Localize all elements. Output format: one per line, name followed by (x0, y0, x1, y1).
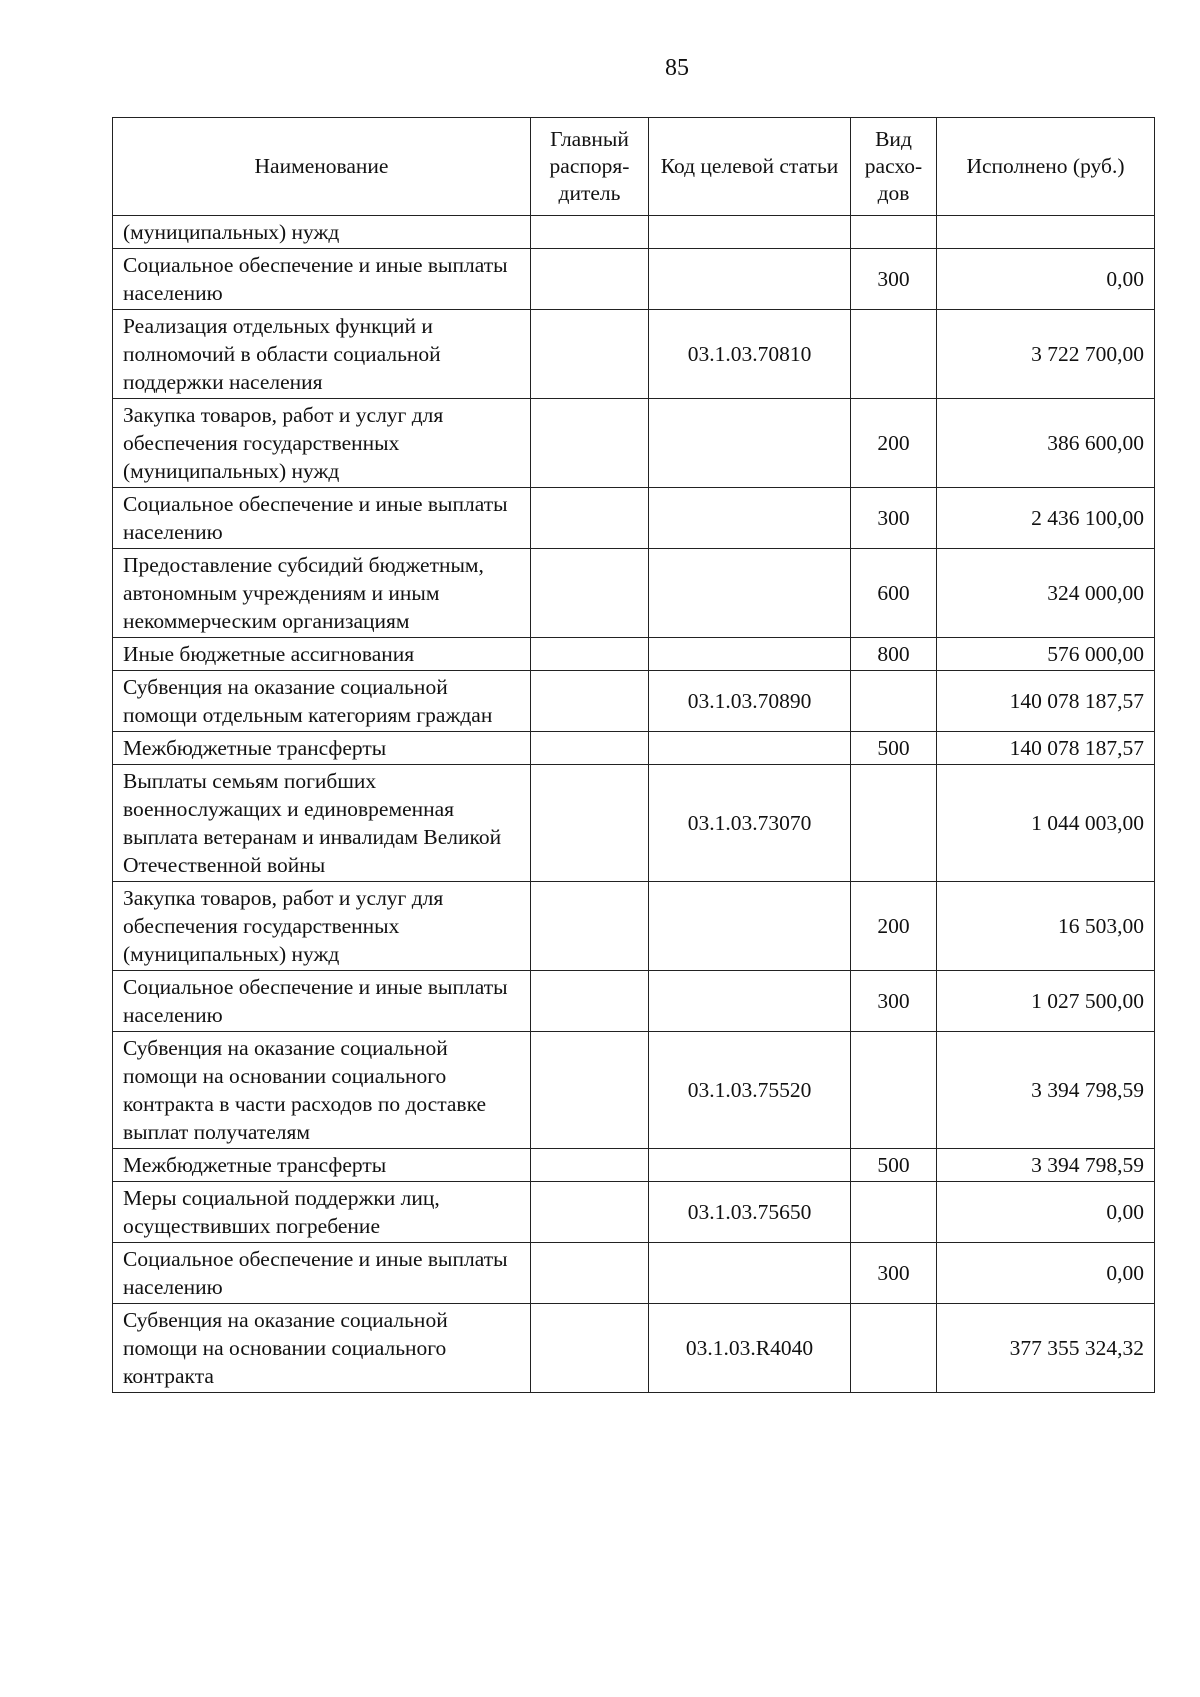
table-header-row (113, 118, 1155, 216)
row-sum-cell: 2 436 100,00 (937, 488, 1155, 549)
header-ispolneno: Исполнено (руб.) (937, 118, 1155, 216)
row-code-cell (649, 399, 851, 488)
row-vid-cell (851, 1304, 937, 1393)
row-sum-cell: 3 722 700,00 (937, 310, 1155, 399)
row-name-cell: Закупка товаров, работ и услуг для обеспечения государственных (муниципальных) нужд (113, 399, 531, 488)
table-row (113, 732, 1155, 765)
table-row (113, 882, 1155, 971)
header-vid: Вид расхо-дов (851, 118, 937, 216)
row-sum-cell: 0,00 (937, 1182, 1155, 1243)
row-vid-cell: 300 (851, 249, 937, 310)
row-sum-cell: 386 600,00 (937, 399, 1155, 488)
row-code-cell (649, 1243, 851, 1304)
row-code-cell (649, 216, 851, 249)
row-code-cell (649, 882, 851, 971)
row-glavny-cell (531, 216, 649, 249)
row-code-cell: 03.1.03.73070 (649, 765, 851, 882)
table-row (113, 671, 1155, 732)
row-glavny-cell (531, 1032, 649, 1149)
row-sum-cell: 377 355 324,32 (937, 1304, 1155, 1393)
row-glavny-cell (531, 488, 649, 549)
row-sum-cell: 140 078 187,57 (937, 671, 1155, 732)
row-name-cell: Субвенция на оказание социальной помощи на основании социального контракта (113, 1304, 531, 1393)
row-glavny-cell (531, 1304, 649, 1393)
table-row (113, 1149, 1155, 1182)
row-glavny-cell (531, 638, 649, 671)
budget-table (112, 117, 1155, 1393)
row-glavny-cell (531, 399, 649, 488)
row-name-cell: (муниципальных) нужд (113, 216, 531, 249)
row-vid-cell: 600 (851, 549, 937, 638)
row-vid-cell (851, 310, 937, 399)
row-glavny-cell (531, 1243, 649, 1304)
row-code-cell: 03.1.03.R4040 (649, 1304, 851, 1393)
header-name: Наименование (113, 118, 531, 216)
row-glavny-cell (531, 1149, 649, 1182)
row-code-cell: 03.1.03.70890 (649, 671, 851, 732)
row-sum-cell: 0,00 (937, 1243, 1155, 1304)
table-row (113, 1304, 1155, 1393)
row-code-cell (649, 549, 851, 638)
row-name-cell: Закупка товаров, работ и услуг для обеспечения государственных (муниципальных) нужд (113, 882, 531, 971)
table-row (113, 765, 1155, 882)
row-name-cell: Социальное обеспечение и иные выплаты населению (113, 249, 531, 310)
row-sum-cell: 16 503,00 (937, 882, 1155, 971)
row-sum-cell (937, 216, 1155, 249)
row-code-cell: 03.1.03.70810 (649, 310, 851, 399)
row-vid-cell (851, 671, 937, 732)
row-name-cell: Межбюджетные трансферты (113, 732, 531, 765)
row-vid-cell (851, 765, 937, 882)
row-vid-cell: 800 (851, 638, 937, 671)
row-vid-cell: 500 (851, 732, 937, 765)
row-vid-cell: 300 (851, 971, 937, 1032)
row-sum-cell: 3 394 798,59 (937, 1032, 1155, 1149)
row-glavny-cell (531, 671, 649, 732)
row-glavny-cell (531, 732, 649, 765)
page-number: 85 (665, 55, 689, 81)
row-vid-cell (851, 1182, 937, 1243)
row-sum-cell: 0,00 (937, 249, 1155, 310)
row-code-cell (649, 249, 851, 310)
row-name-cell: Межбюджетные трансферты (113, 1149, 531, 1182)
row-name-cell: Социальное обеспечение и иные выплаты населению (113, 971, 531, 1032)
row-name-cell: Социальное обеспечение и иные выплаты населению (113, 488, 531, 549)
row-glavny-cell (531, 549, 649, 638)
row-vid-cell: 500 (851, 1149, 937, 1182)
row-sum-cell: 576 000,00 (937, 638, 1155, 671)
table-row (113, 310, 1155, 399)
row-code-cell: 03.1.03.75520 (649, 1032, 851, 1149)
row-code-cell (649, 971, 851, 1032)
row-sum-cell: 140 078 187,57 (937, 732, 1155, 765)
row-glavny-cell (531, 249, 649, 310)
row-glavny-cell (531, 882, 649, 971)
row-glavny-cell (531, 310, 649, 399)
row-glavny-cell (531, 1182, 649, 1243)
table-row (113, 638, 1155, 671)
row-vid-cell: 200 (851, 399, 937, 488)
row-name-cell: Предоставление субсидий бюджетным, автономным учреждениям и иным некоммерческим организациям (113, 549, 531, 638)
row-vid-cell (851, 1032, 937, 1149)
table-row (113, 971, 1155, 1032)
row-code-cell (649, 638, 851, 671)
table-row (113, 1243, 1155, 1304)
table-row (113, 549, 1155, 638)
header-kod: Код целевой статьи (649, 118, 851, 216)
row-vid-cell (851, 216, 937, 249)
row-name-cell: Субвенция на оказание социальной помощи отдельным категориям граждан (113, 671, 531, 732)
row-sum-cell: 1 027 500,00 (937, 971, 1155, 1032)
row-vid-cell: 300 (851, 488, 937, 549)
row-name-cell: Субвенция на оказание социальной помощи на основании социального контракта в части расходов по доставке выплат получателям (113, 1032, 531, 1149)
row-name-cell: Социальное обеспечение и иные выплаты населению (113, 1243, 531, 1304)
table-row (113, 488, 1155, 549)
table-row (113, 1182, 1155, 1243)
row-sum-cell: 1 044 003,00 (937, 765, 1155, 882)
row-code-cell (649, 488, 851, 549)
row-sum-cell: 3 394 798,59 (937, 1149, 1155, 1182)
row-name-cell: Выплаты семьям погибших военнослужащих и единовременная выплата ветеранам и инвалидам Великой Отечественной войны (113, 765, 531, 882)
table-row (113, 399, 1155, 488)
row-code-cell (649, 1149, 851, 1182)
row-code-cell (649, 732, 851, 765)
row-glavny-cell (531, 971, 649, 1032)
row-vid-cell: 200 (851, 882, 937, 971)
table-row (113, 249, 1155, 310)
header-glavny: Главный распоря-дитель (531, 118, 649, 216)
row-glavny-cell (531, 765, 649, 882)
row-vid-cell: 300 (851, 1243, 937, 1304)
row-name-cell: Реализация отдельных функций и полномочий в области социальной поддержки населения (113, 310, 531, 399)
row-code-cell: 03.1.03.75650 (649, 1182, 851, 1243)
row-name-cell: Меры социальной поддержки лиц, осуществивших погребение (113, 1182, 531, 1243)
table-row (113, 216, 1155, 249)
table-row (113, 1032, 1155, 1149)
row-name-cell: Иные бюджетные ассигнования (113, 638, 531, 671)
row-sum-cell: 324 000,00 (937, 549, 1155, 638)
